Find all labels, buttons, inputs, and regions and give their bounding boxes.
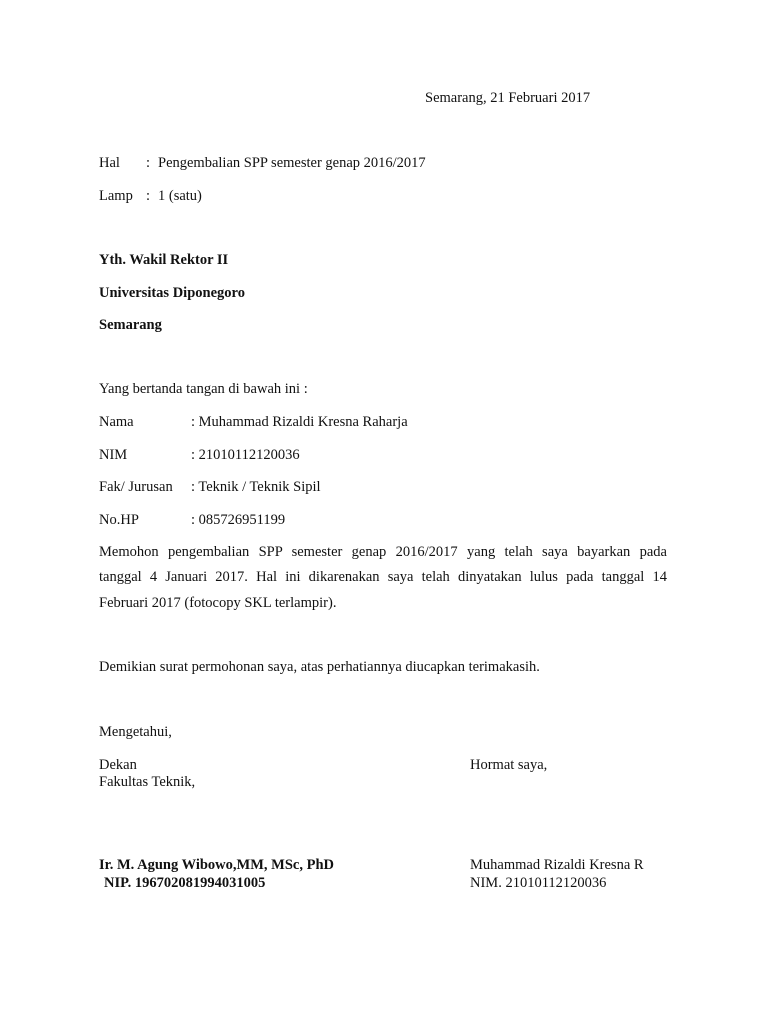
dean-name: Ir. M. Agung Wibowo,MM, MSc, PhD [99, 857, 334, 873]
body-line-2: tanggal 4 Januari 2017. Hal ini dikarenakan saya telah dinyatakan lulus pada tanggal 14 [99, 569, 667, 585]
attachment-value: 1 (satu) [158, 188, 202, 204]
intro-text: Yang bertanda tangan di bawah ini : [99, 381, 308, 397]
recipient-line-1: Yth. Wakil Rektor II [99, 252, 229, 268]
subject-value: Pengembalian SPP semester genap 2016/2017 [158, 155, 426, 171]
attachment-label: Lamp [99, 188, 133, 204]
identity-label-faculty: Fak/ Jurusan [99, 479, 173, 495]
dean-title: Dekan [99, 757, 137, 773]
identity-value-faculty: : Teknik / Teknik Sipil [191, 479, 321, 495]
subject-separator: : [146, 155, 151, 171]
identity-label-nim: NIM [99, 447, 128, 463]
identity-label-name: Nama [99, 414, 134, 430]
faculty-title: Fakultas Teknik, [99, 774, 196, 790]
acknowledged-text: Mengetahui, [99, 724, 172, 740]
identity-label-phone: No.HP [99, 512, 139, 528]
body-line-1: Memohon pengembalian SPP semester genap 2016/2017 yang telah saya bayarkan pada [99, 544, 667, 560]
greeting-text: Hormat saya, [470, 757, 548, 773]
student-nim: NIM. 21010112120036 [470, 875, 607, 891]
student-name: Muhammad Rizaldi Kresna R [470, 857, 644, 873]
dean-nip: NIP. 196702081994031005 [104, 875, 266, 891]
subject-label: Hal [99, 155, 120, 171]
recipient-line-2: Universitas Diponegoro [99, 285, 245, 301]
attachment-separator: : [146, 188, 151, 204]
body-line-3: Februari 2017 (fotocopy SKL terlampir). [99, 595, 337, 611]
closing-text: Demikian surat permohonan saya, atas perhatiannya diucapkan terimakasih. [99, 659, 540, 675]
identity-value-name: : Muhammad Rizaldi Kresna Raharja [191, 414, 408, 430]
recipient-line-3: Semarang [99, 317, 162, 333]
place-date: Semarang, 21 Februari 2017 [425, 90, 591, 106]
identity-value-phone: : 085726951199 [191, 512, 286, 528]
identity-value-nim: : 21010112120036 [191, 447, 300, 463]
